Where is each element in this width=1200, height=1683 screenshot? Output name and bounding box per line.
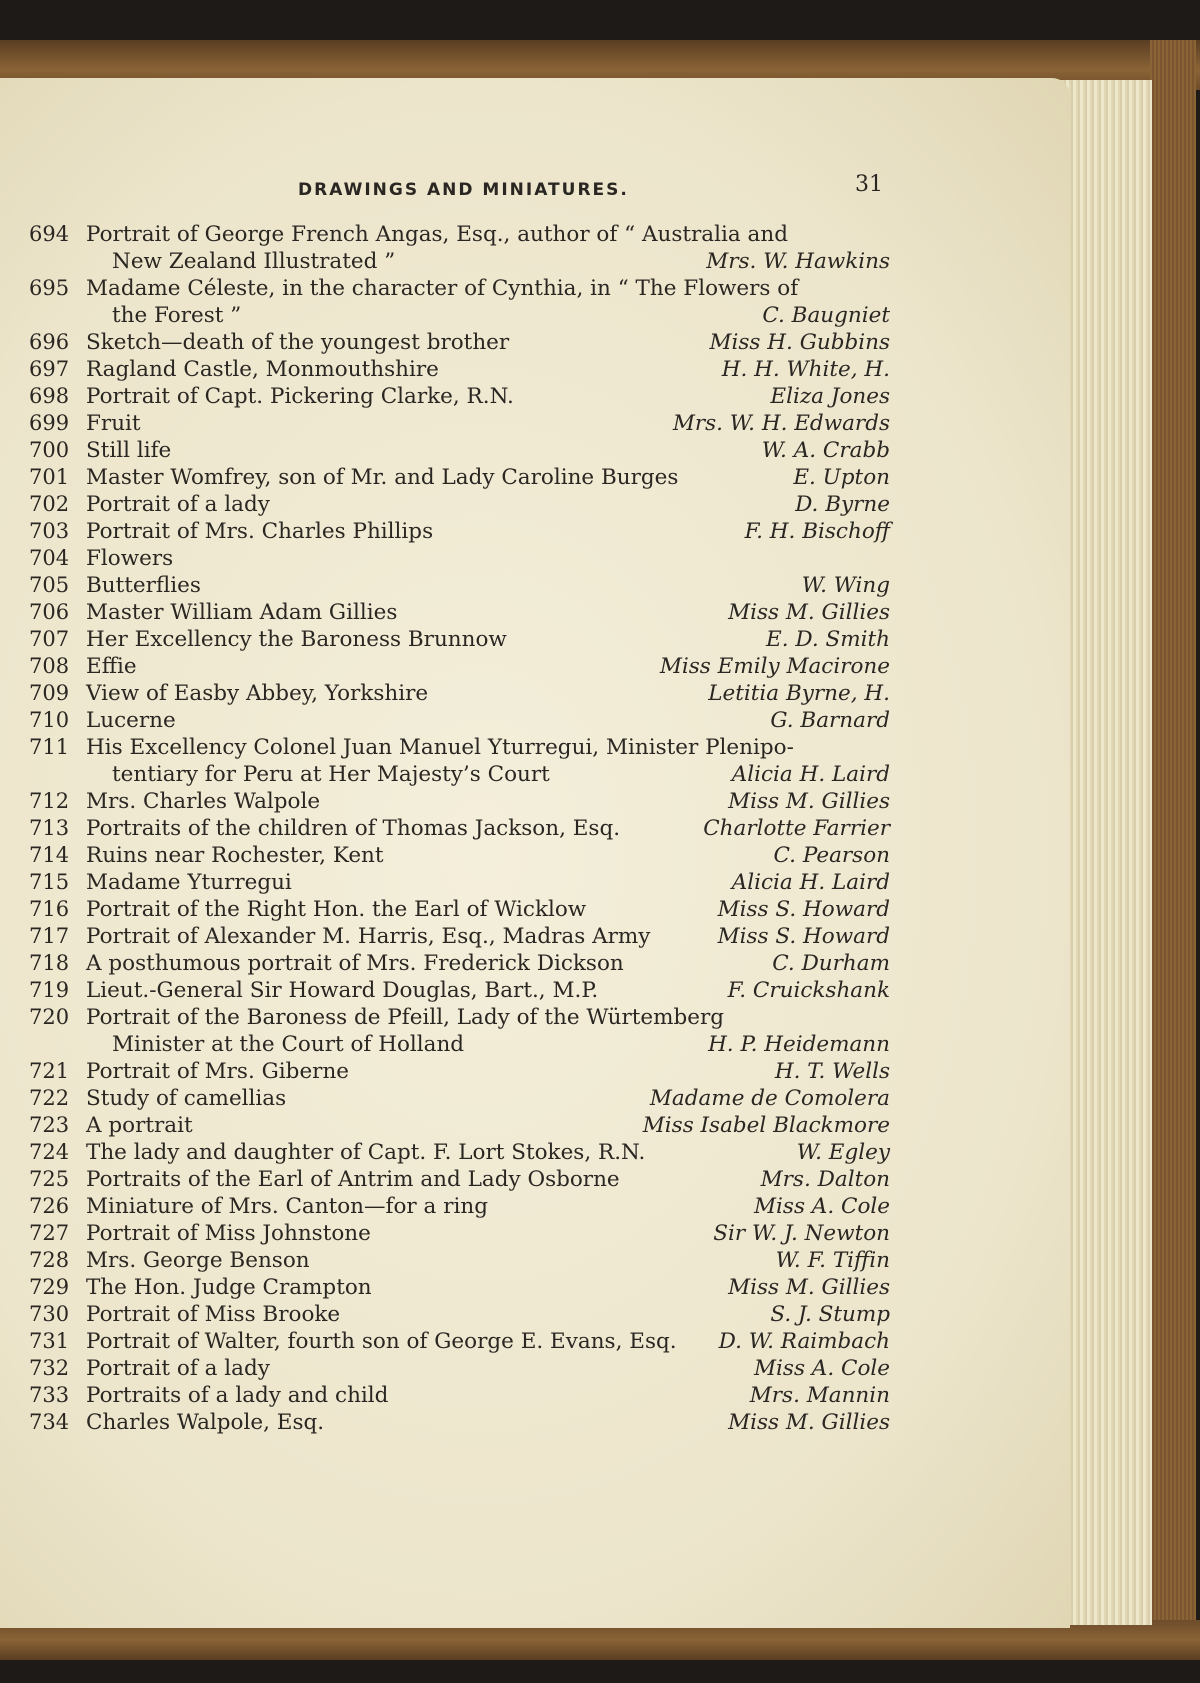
entry-line	[0, 681, 1200, 708]
entry-number: 707	[29, 627, 70, 651]
catalogue-entry	[0, 816, 1200, 843]
entry-artist: E. Upton	[793, 465, 890, 490]
entry-title: Portrait of Miss Brooke	[86, 1302, 341, 1327]
catalogue-entry	[0, 330, 1200, 357]
catalogue-entry	[0, 1356, 1200, 1383]
entry-title: Flowers	[86, 546, 174, 571]
catalogue-entry	[0, 1329, 1200, 1356]
entry-title: Portrait of Mrs. Giberne	[86, 1059, 350, 1084]
entry-number: 720	[29, 1005, 70, 1029]
entry-title: Ruins near Rochester, Kent	[86, 843, 384, 868]
entry-number: 697	[29, 357, 70, 381]
entry-title: Portrait of a lady	[86, 1356, 270, 1381]
entry-number: 701	[29, 465, 70, 489]
entry-title: Portrait of the Right Hon. the Earl of Wicklow	[86, 897, 587, 922]
entry-title: View of Easby Abbey, Yorkshire	[86, 681, 429, 706]
catalogue-entry	[0, 411, 1200, 438]
entry-line	[0, 1140, 1200, 1167]
entry-title: Madame Céleste, in the character of Cynthia, in “ The Flowers of	[86, 276, 799, 301]
entry-artist: Mrs. Mannin	[749, 1383, 890, 1408]
entry-artist: C. Baugniet	[762, 303, 890, 328]
entry-number: 700	[29, 438, 70, 462]
catalogue-entry	[0, 978, 1200, 1005]
entry-number: 706	[29, 600, 70, 624]
entry-artist: Miss S. Howard	[717, 897, 890, 922]
entry-artist: D. Byrne	[795, 492, 890, 517]
catalogue-entry	[0, 438, 1200, 465]
entry-number: 733	[29, 1383, 70, 1407]
entry-line	[0, 600, 1200, 627]
running-head	[0, 172, 1200, 208]
entry-artist: Miss M. Gillies	[728, 600, 890, 625]
entry-line	[0, 303, 1200, 330]
catalogue-entry	[0, 1221, 1200, 1248]
catalogue-entry	[0, 1302, 1200, 1329]
entry-title: Portraits of the children of Thomas Jackson, Esq.	[86, 816, 621, 841]
entry-artist: Miss S. Howard	[717, 924, 890, 949]
entry-number: 699	[29, 411, 70, 435]
entry-title: Lieut.-General Sir Howard Douglas, Bart., M.P.	[86, 978, 599, 1003]
entry-line	[0, 276, 1200, 303]
entry-line	[0, 249, 1200, 276]
entry-title: A portrait	[86, 1113, 193, 1138]
entry-number: 718	[29, 951, 70, 975]
entry-artist: F. Cruickshank	[727, 978, 890, 1003]
entry-artist: Letitia Byrne, H.	[708, 681, 890, 706]
entry-number: 731	[29, 1329, 70, 1353]
entry-line	[0, 465, 1200, 492]
entry-number: 696	[29, 330, 70, 354]
entry-title: Mrs. George Benson	[86, 1248, 310, 1273]
entry-title: Miniature of Mrs. Canton—for a ring	[86, 1194, 488, 1219]
entry-artist: Miss H. Gubbins	[709, 330, 890, 355]
entry-line	[0, 384, 1200, 411]
entry-artist: Alicia H. Laird	[731, 762, 890, 787]
entry-line	[0, 735, 1200, 762]
catalogue-entry	[0, 519, 1200, 546]
catalogue-entry	[0, 1113, 1200, 1140]
entry-title: His Excellency Colonel Juan Manuel Yturregui, Minister Plenipo-	[86, 735, 794, 760]
catalogue-entry	[0, 681, 1200, 708]
entry-number: 698	[29, 384, 70, 408]
entry-line	[0, 708, 1200, 735]
catalogue-entry	[0, 1410, 1200, 1437]
entry-title: Portrait of Miss Johnstone	[86, 1221, 371, 1246]
entry-line	[0, 1410, 1200, 1437]
section-title: DRAWINGS AND MINIATURES.	[298, 180, 629, 200]
entry-line	[0, 222, 1200, 249]
entry-artist: Eliza Jones	[770, 384, 890, 409]
entry-artist: G. Barnard	[770, 708, 890, 733]
entry-artist: W. A. Crabb	[761, 438, 890, 463]
entry-title: Master Womfrey, son of Mr. and Lady Caroline Burges	[86, 465, 679, 490]
entry-title: Portraits of a lady and child	[86, 1383, 389, 1408]
entry-number: 714	[29, 843, 70, 867]
entry-number: 722	[29, 1086, 70, 1110]
catalogue-entry	[0, 924, 1200, 951]
catalogue-entry	[0, 357, 1200, 384]
entry-line	[0, 519, 1200, 546]
catalogue-entry	[0, 1167, 1200, 1194]
entry-title: the Forest ”	[112, 303, 242, 328]
entry-line	[0, 330, 1200, 357]
catalogue-entry	[0, 1005, 1200, 1059]
catalogue-entry	[0, 654, 1200, 681]
entry-artist: Mrs. W. Hawkins	[706, 249, 890, 274]
entry-artist: W. Wing	[801, 573, 890, 598]
entry-title: Minister at the Court of Holland	[112, 1032, 465, 1057]
entry-line	[0, 1221, 1200, 1248]
entry-number: 723	[29, 1113, 70, 1137]
entry-artist: Miss M. Gillies	[728, 1410, 890, 1435]
entry-number: 725	[29, 1167, 70, 1191]
entry-artist: C. Durham	[772, 951, 890, 976]
entry-line	[0, 789, 1200, 816]
entry-number: 729	[29, 1275, 70, 1299]
entry-number: 728	[29, 1248, 70, 1272]
catalogue-entry	[0, 1140, 1200, 1167]
catalogue-entry	[0, 1059, 1200, 1086]
entry-line	[0, 762, 1200, 789]
entry-line	[0, 1113, 1200, 1140]
entry-line	[0, 843, 1200, 870]
entry-title: Portrait of Capt. Pickering Clarke, R.N.	[86, 384, 514, 409]
entry-number: 727	[29, 1221, 70, 1245]
entry-number: 710	[29, 708, 70, 732]
entry-number: 702	[29, 492, 70, 516]
catalogue-entry	[0, 843, 1200, 870]
entry-line	[0, 1383, 1200, 1410]
entry-line	[0, 1086, 1200, 1113]
entry-number: 716	[29, 897, 70, 921]
page-number: 31	[855, 172, 883, 197]
entry-artist: Mrs. Dalton	[760, 1167, 890, 1192]
entry-number: 704	[29, 546, 70, 570]
catalogue-entry	[0, 951, 1200, 978]
entry-number: 724	[29, 1140, 70, 1164]
entry-title: Effie	[86, 654, 137, 679]
entry-number: 711	[29, 735, 70, 759]
entry-title: The Hon. Judge Crampton	[86, 1275, 372, 1300]
entry-title: Portrait of Alexander M. Harris, Esq., Madras Army	[86, 924, 651, 949]
entry-line	[0, 546, 1200, 573]
entry-artist: Miss A. Cole	[754, 1356, 890, 1381]
entry-title: Portraits of the Earl of Antrim and Lady Osborne	[86, 1167, 620, 1192]
entry-line	[0, 411, 1200, 438]
entry-line	[0, 438, 1200, 465]
entry-artist: Miss Emily Macirone	[659, 654, 890, 679]
entry-artist: F. H. Bischoff	[744, 519, 890, 544]
entry-title: Portrait of Walter, fourth son of George E. Evans, Esq.	[86, 1329, 677, 1354]
entry-line	[0, 816, 1200, 843]
entry-artist: Sir W. J. Newton	[713, 1221, 890, 1246]
catalogue-entry	[0, 1383, 1200, 1410]
entry-number: 730	[29, 1302, 70, 1326]
entry-artist: C. Pearson	[773, 843, 890, 868]
entry-artist: H. H. White, H.	[721, 357, 890, 382]
catalogue-entry	[0, 789, 1200, 816]
catalogue-entry	[0, 276, 1200, 330]
entry-line	[0, 1167, 1200, 1194]
entry-line	[0, 1248, 1200, 1275]
entry-line	[0, 1005, 1200, 1032]
catalogue-entry	[0, 1194, 1200, 1221]
entry-title: Madame Yturregui	[86, 870, 292, 895]
entry-number: 703	[29, 519, 70, 543]
entry-number: 712	[29, 789, 70, 813]
entry-title: Butterflies	[86, 573, 201, 598]
catalogue-entry	[0, 573, 1200, 600]
entry-line	[0, 627, 1200, 654]
entry-artist: H. P. Heidemann	[708, 1032, 890, 1057]
entry-title: A posthumous portrait of Mrs. Frederick Dickson	[86, 951, 624, 976]
entry-artist: Miss Isabel Blackmore	[642, 1113, 890, 1138]
catalogue-entry	[0, 222, 1200, 276]
entry-title: Lucerne	[86, 708, 176, 733]
entry-title: Still life	[86, 438, 172, 463]
entry-number: 717	[29, 924, 70, 948]
entry-artist: Madame de Comolera	[649, 1086, 890, 1111]
entry-number: 726	[29, 1194, 70, 1218]
entry-number: 715	[29, 870, 70, 894]
entry-title: Fruit	[86, 411, 141, 436]
entry-line	[0, 492, 1200, 519]
catalogue-entry	[0, 870, 1200, 897]
entry-number: 732	[29, 1356, 70, 1380]
entry-title: Master William Adam Gillies	[86, 600, 398, 625]
entry-artist: S. J. Stump	[770, 1302, 890, 1327]
entry-number: 734	[29, 1410, 70, 1434]
catalogue-entry	[0, 708, 1200, 735]
catalogue-entry	[0, 1248, 1200, 1275]
entry-number: 694	[29, 222, 70, 246]
entry-number: 705	[29, 573, 70, 597]
entry-artist: Alicia H. Laird	[731, 870, 890, 895]
entry-title: Study of camellias	[86, 1086, 287, 1111]
entry-number: 709	[29, 681, 70, 705]
entry-line	[0, 870, 1200, 897]
catalogue-entry	[0, 627, 1200, 654]
catalogue-entry	[0, 897, 1200, 924]
catalogue-entry	[0, 600, 1200, 627]
entry-artist: Miss M. Gillies	[728, 1275, 890, 1300]
entry-title: Portrait of George French Angas, Esq., author of “ Australia and	[86, 222, 788, 247]
entry-line	[0, 978, 1200, 1005]
catalogue-entries	[0, 222, 1200, 1437]
entry-artist: H. T. Wells	[774, 1059, 890, 1084]
entry-title: Her Excellency the Baroness Brunnow	[86, 627, 507, 652]
entry-artist: W. Egley	[796, 1140, 890, 1165]
entry-line	[0, 1302, 1200, 1329]
entry-line	[0, 897, 1200, 924]
catalogue-entry	[0, 1275, 1200, 1302]
entry-title: Portrait of Mrs. Charles Phillips	[86, 519, 434, 544]
entry-artist: Miss M. Gillies	[728, 789, 890, 814]
entry-title: Charles Walpole, Esq.	[86, 1410, 325, 1435]
entry-artist: Charlotte Farrier	[703, 816, 890, 841]
entry-line	[0, 951, 1200, 978]
entry-number: 719	[29, 978, 70, 1002]
entry-line	[0, 1194, 1200, 1221]
catalogue-entry	[0, 465, 1200, 492]
entry-artist: D. W. Raimbach	[718, 1329, 890, 1354]
entry-line	[0, 1032, 1200, 1059]
entry-artist: Miss A. Cole	[754, 1194, 890, 1219]
entry-artist: E. D. Smith	[766, 627, 890, 652]
entry-line	[0, 654, 1200, 681]
catalogue-entry	[0, 546, 1200, 573]
entry-number: 713	[29, 816, 70, 840]
entry-title: tentiary for Peru at Her Majesty’s Court	[112, 762, 550, 787]
entry-line	[0, 1329, 1200, 1356]
catalogue-entry	[0, 492, 1200, 519]
entry-line	[0, 357, 1200, 384]
entry-line	[0, 573, 1200, 600]
entry-line	[0, 1356, 1200, 1383]
entry-number: 695	[29, 276, 70, 300]
entry-artist: Mrs. W. H. Edwards	[672, 411, 890, 436]
entry-number: 721	[29, 1059, 70, 1083]
entry-line	[0, 1275, 1200, 1302]
catalogue-entry	[0, 1086, 1200, 1113]
entry-artist: W. F. Tiffin	[775, 1248, 890, 1273]
entry-line	[0, 1059, 1200, 1086]
catalogue-entry	[0, 735, 1200, 789]
entry-title: New Zealand Illustrated ”	[112, 249, 396, 274]
entry-title: Sketch—death of the youngest brother	[86, 330, 510, 355]
entry-title: Portrait of the Baroness de Pfeill, Lady of the Würtemberg	[86, 1005, 725, 1030]
entry-line	[0, 924, 1200, 951]
entry-title: Ragland Castle, Monmouthshire	[86, 357, 439, 382]
entry-title: Mrs. Charles Walpole	[86, 789, 321, 814]
entry-title: The lady and daughter of Capt. F. Lort Stokes, R.N.	[86, 1140, 646, 1165]
entry-number: 708	[29, 654, 70, 678]
entry-title: Portrait of a lady	[86, 492, 270, 517]
catalogue-entry	[0, 384, 1200, 411]
